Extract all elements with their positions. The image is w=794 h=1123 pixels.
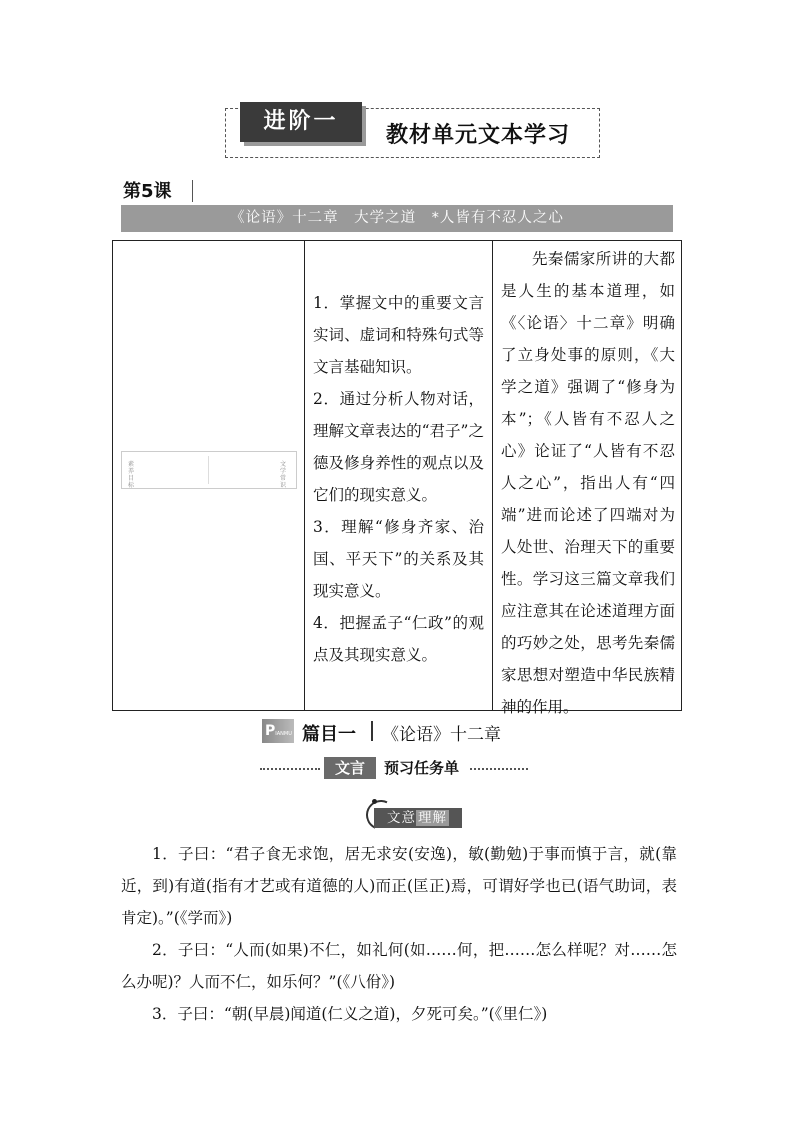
lesson-label: 第5课: [123, 181, 172, 202]
objectives-col-goals: [305, 241, 493, 710]
body-paragraph: 2．子曰：“人而(如果)不仁，如礼何(如……何，把……怎么样呢？对……怎么办呢)？人而不仁，如乐何？”(《八佾》): [121, 941, 677, 991]
objectives-col-image: [113, 241, 305, 710]
objectives-table: [112, 240, 682, 716]
body-text: [121, 838, 677, 1030]
section-badge-letter: P: [265, 723, 276, 739]
lesson-divider: [192, 180, 193, 202]
section-badge-small: IANMU: [275, 731, 292, 737]
section-separator: [371, 721, 373, 741]
section-subtitle: 《论语》十二章: [382, 725, 501, 745]
task-tag: 文言: [324, 757, 376, 779]
unit-banner-title: 教材单元文本学习: [386, 123, 571, 148]
subtag-dot-icon: [372, 799, 377, 804]
goal-item: 3．理解“修身齐家、治国、平天下”的关系及其现实意义。: [313, 518, 484, 600]
subtag-label: [374, 808, 462, 828]
objectives-thumbnail: [121, 451, 297, 489]
subtag-part2: 理解: [418, 810, 447, 826]
goal-item: 4．把握孟子“仁政”的观点及其现实意义。: [313, 614, 484, 664]
objectives-col-intro: [493, 241, 681, 716]
goal-item: 2．通过分析人物对话，理解文章表达的“君子”之德及修身养性的观点以及它们的现实意义。: [313, 390, 484, 504]
body-paragraph: 1．子曰：“君子食无求饱，居无求安(安逸)，敏(勤勉)于事而慎于言，就(靠近，到)有道(指有才艺或有道德的人)而正(匡正)焉，可谓好学也已(语气助词，表肯定)。”(《学而》): [121, 845, 677, 927]
thumbnail-label-right: 文学常识: [280, 461, 287, 489]
body-paragraph: 3．子曰：“朝(早晨)闻道(仁义之道)，夕死可矣。”(《里仁》): [152, 1005, 548, 1023]
thumbnail-divider: [208, 456, 209, 484]
section-title: 篇目一: [302, 724, 356, 745]
task-label: 预习任务单: [384, 759, 460, 777]
thumbnail-label-left: 素养目标: [128, 461, 135, 489]
goal-item: 1．掌握文中的重要文言实词、虚词和特殊句式等文言基础知识。: [313, 294, 484, 376]
section-badge: [262, 719, 294, 743]
lesson-title-bar: 《论语》十二章 大学之道 *人皆有不忍人之心: [121, 205, 673, 232]
task-dots-left: [260, 768, 320, 772]
subtag-part1: 文意: [387, 810, 416, 826]
unit-banner-tag: 进阶一: [240, 102, 362, 142]
intro-paragraph: 先秦儒家所讲的大都是人生的基本道理，如《〈论语〉十二章》明确了立身处事的原则，《大学之道》强调了“修身为本”；《人皆有不忍人之心》论证了“人皆有不忍人之心”，指出人有“四端”进而论述了四端对为人处世、治理天下的重要性。学习这三篇文章我们应注意其在论述道理方面的巧妙之处，思考先秦儒家思想对塑造中华民族精神的作用。: [501, 250, 675, 716]
task-dots-right: [470, 768, 528, 772]
